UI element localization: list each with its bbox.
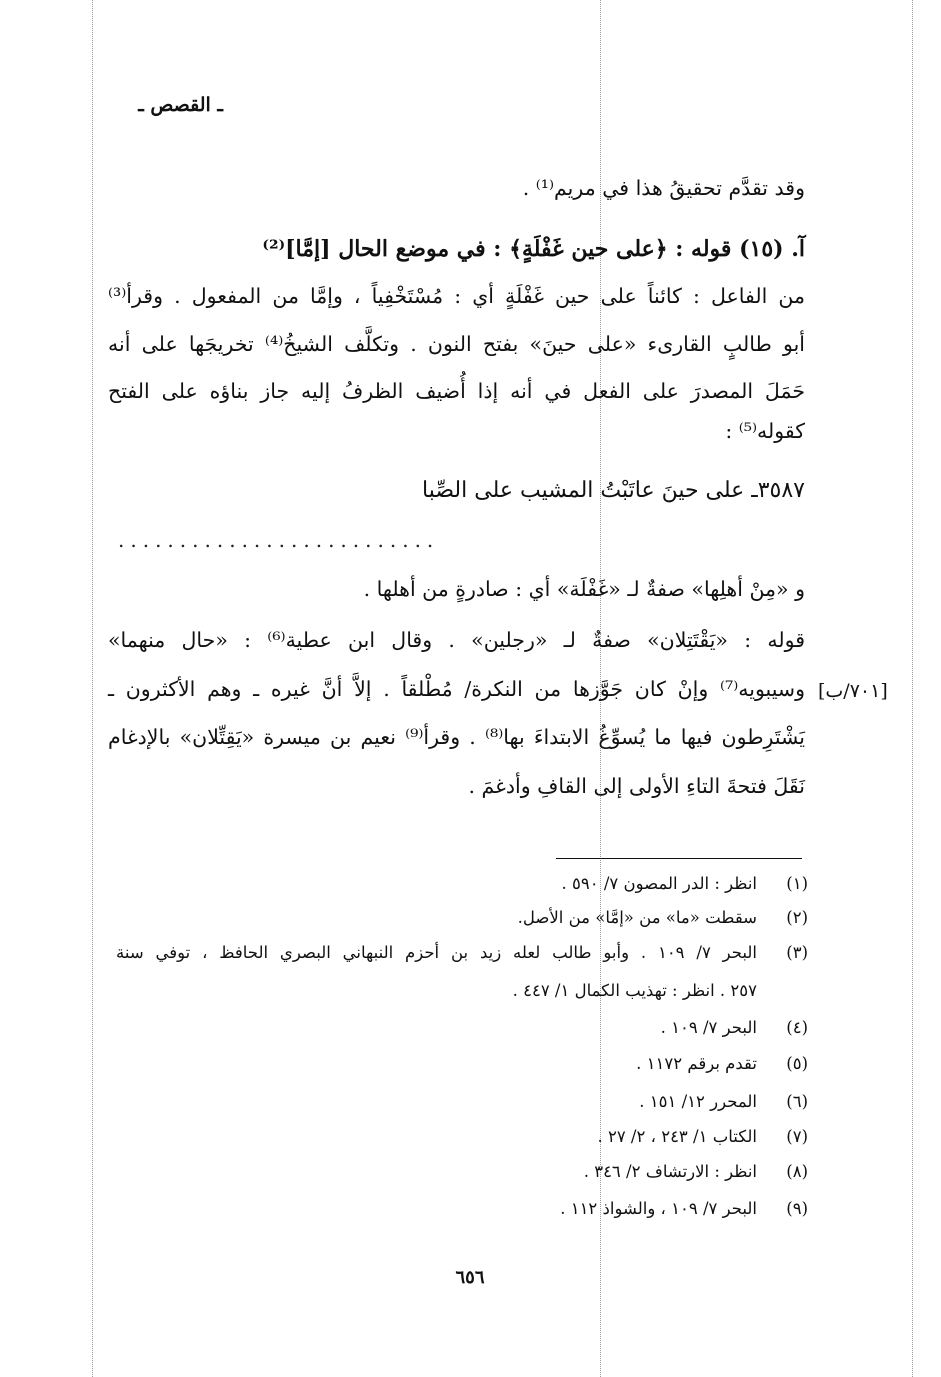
footnote-number: (٧) [786, 1127, 808, 1146]
running-title: ـ القصص ـ [138, 94, 223, 116]
verse-heading-line: آ. (١٥) قوله : ﴿على حين غَفْلَةٍ﴾ : في موضع الحال [إمَّا]⁽²⁾ [262, 236, 805, 262]
body-line: كقوله⁽⁵⁾ : [725, 419, 805, 443]
page-number: ٦٥٦ [455, 1267, 485, 1288]
manuscript-folio-ref: [٧٠١/ب] [818, 680, 888, 702]
footnote-text: انظر : الارتشاف ٢/ ٣٤٦ . [583, 1162, 757, 1181]
body-line: حَمَلَ المصدرَ على الفعل في أنه إذا أُضيف الظرفُ إليه جاز بناؤه على الفتح [108, 379, 805, 403]
margin-guide-line [92, 0, 93, 1377]
footnote-number: (٥) [786, 1054, 808, 1073]
footnote-separator [556, 858, 802, 859]
footnote-number: (٩) [786, 1199, 808, 1218]
margin-guide-line [912, 0, 913, 1377]
footnote-number: (٢) [786, 908, 808, 927]
body-line: وقد تقدَّم تحقيقُ هذا في مريم⁽¹⁾ . [522, 176, 805, 200]
body-line: وسيبويه⁽⁷⁾ وإنْ كان جَوَّزها من النكرة/ مُطْلقاً . إلاَّ أنَّ غيره ـ وهم الأكثرون ـ [108, 677, 805, 701]
body-line: يَشْتَرِطون فيها ما يُسوِّغُ الابتداءَ بها⁽⁸⁾ . وقرأ⁽⁹⁾ نعيم بن ميسرة «يَقِتِّلان» بالإدغام [108, 725, 806, 749]
footnote-number: (١) [786, 874, 808, 893]
footnote-number: (٤) [786, 1018, 808, 1037]
footnote-text: المحرر ١٢/ ١٥١ . [639, 1092, 757, 1111]
poetry-verse: ٣٥٨٧ـ على حينَ عاتَبْتُ المشيب على الصِّبا [422, 478, 805, 503]
footnote-text: انظر : الدر المصون ٧/ ٥٩٠ . [561, 874, 757, 893]
body-line: أبو طالبٍ القارىء «على حينَ» بفتح النون . وتكلَّف الشيخُ⁽⁴⁾ تخريجَها على أنه [108, 332, 805, 356]
body-line: و «مِنْ أهلِها» صفةٌ لـ «غَفْلَة» أي : صادرةٍ من أهلها . [363, 577, 805, 601]
body-line: قوله : «يَقْتَتِلان» صفةٌ لـ «رجلين» . وقال ابن عطية⁽⁶⁾ : «حال منهما» [108, 628, 805, 652]
footnote-number: (٣) [786, 943, 808, 962]
footnote-text: البحر ٧/ ١٠٩ . [660, 1018, 757, 1037]
body-line: نَقَلَ فتحةَ التاءِ الأولى إلى القافِ وأدغمَ . [468, 774, 805, 798]
footnote-text: البحر ٧/ ١٠٩ . وأبو طالب لعله زيد بن أحزم النبهاني البصري الحافظ ، توفي سنة [116, 943, 758, 962]
footnote-number: (٦) [786, 1092, 808, 1111]
footnote-text: ٢٥٧ . انظر : تهذيب الكمال ١/ ٤٤٧ . [512, 981, 757, 1000]
footnote-text: الكتاب ١/ ٢٤٣ ، ٢/ ٢٧ . [597, 1127, 757, 1146]
footnote-text: البحر ٧/ ١٠٩ ، والشواذ ١١٢ . [560, 1199, 757, 1218]
footnote-text: سقطت «ما» من «إمَّا» من الأصل. [517, 908, 757, 927]
footnote-number: (٨) [786, 1162, 808, 1181]
footnote-text: تقدم برقم ١١٧٢ . [636, 1054, 757, 1073]
body-line: من الفاعل : كائناً على حين غَفْلَةٍ أي : مُسْتَخْفِياً ، وإمَّا من المفعول . وقرأ⁽³⁾ [108, 284, 805, 308]
ellipsis-dots: .......................... [118, 528, 440, 552]
